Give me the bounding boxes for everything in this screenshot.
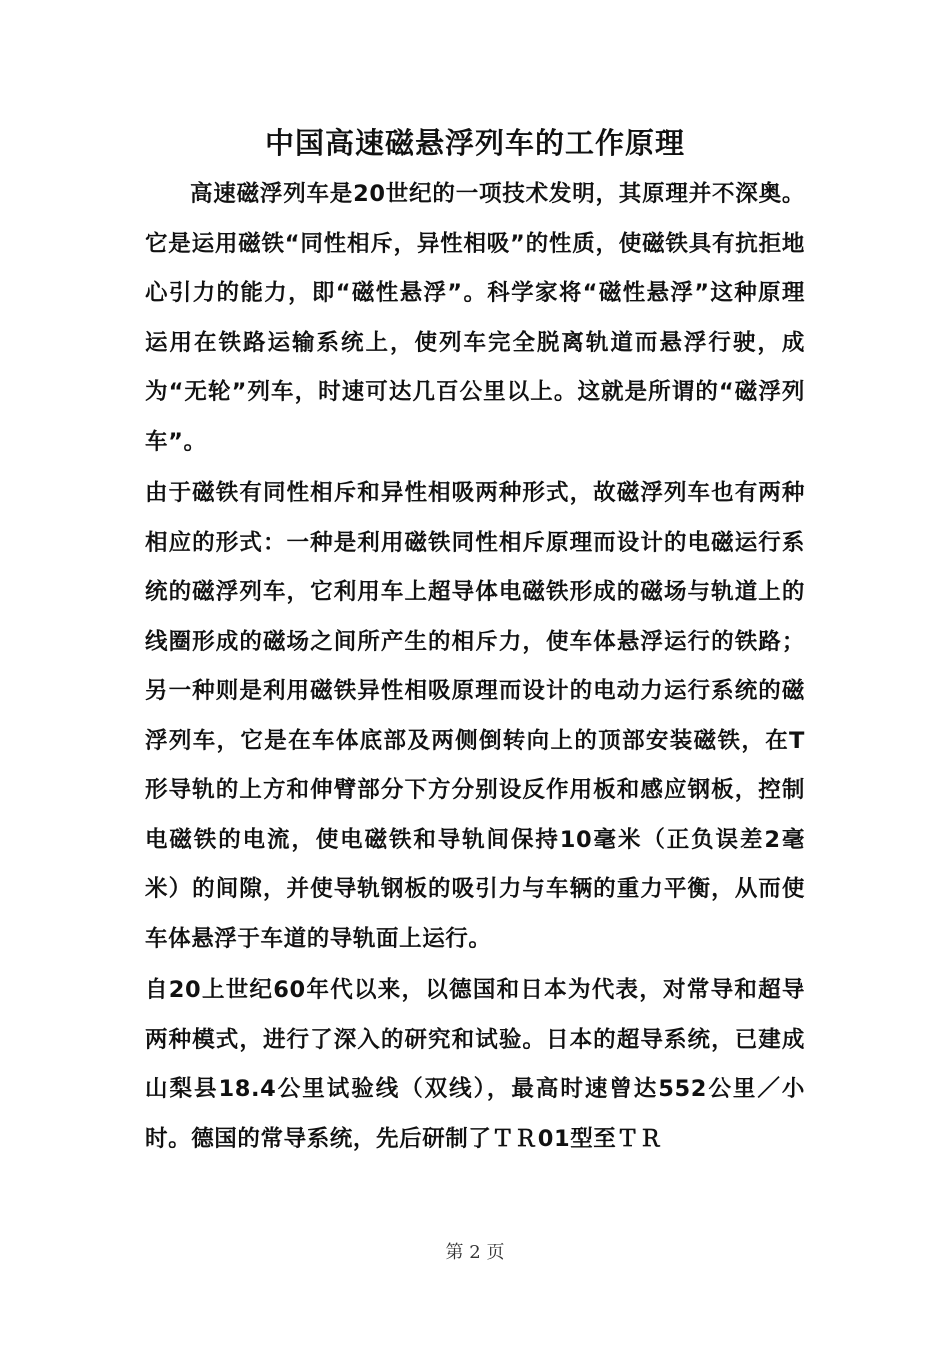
page-number: 第 2 页 [445, 1242, 505, 1263]
paragraph-intro: 高速磁浮列车是20世纪的一项技术发明，其原理并不深奥。它是运用磁铁“同性相斥，异性相吸”的性质，使磁铁具有抗拒地心引力的能力，即“磁性悬浮”。科学家将“磁性悬浮”这种原理运用在铁路运输系统上，使列车完全脱离轨道而悬浮行驶，成为“无轮”列车，时速可达几百公里以上。这就是所谓的“磁浮列车”。 [145, 181, 805, 455]
page-title: 中国高速磁悬浮列车的工作原理 [264, 126, 685, 160]
paragraph-two-forms: 由于磁铁有同性相斥和异性相吸两种形式，故磁浮列车也有两种相应的形式：一种是利用磁铁同性相斥原理而设计的电磁运行系统的磁浮列车，它利用车上超导体电磁铁形成的磁场与轨道上的线圈形成的磁场之间所产生的相斥力，使车体悬浮运行的铁路；另一种则是利用磁铁异性相吸原理而设计的电动力运行系统的磁浮列车，它是在车体底部及两侧倒转向上的顶部安装磁铁，在T形导轨的上方和伸臂部分下方分别设反作用板和感应钢板，控制电磁铁的电流，使电磁铁和导轨间保持10毫米（正负误差2毫米）的间隙，并使导轨钢板的吸引力与车辆的重力平衡，从而使车体悬浮于车道的导轨面上运行。 [145, 480, 805, 952]
document-body [145, 170, 805, 1166]
paragraph-history: 自20上世纪60年代以来，以德国和日本为代表，对常导和超导两种模式，进行了深入的研究和试验。日本的超导系统，已建成山梨县18.4公里试验线（双线），最高时速曾达552公里／小时。德国的常导系统，先后研制了ＴＲ01型至ＴＲ [145, 977, 805, 1152]
